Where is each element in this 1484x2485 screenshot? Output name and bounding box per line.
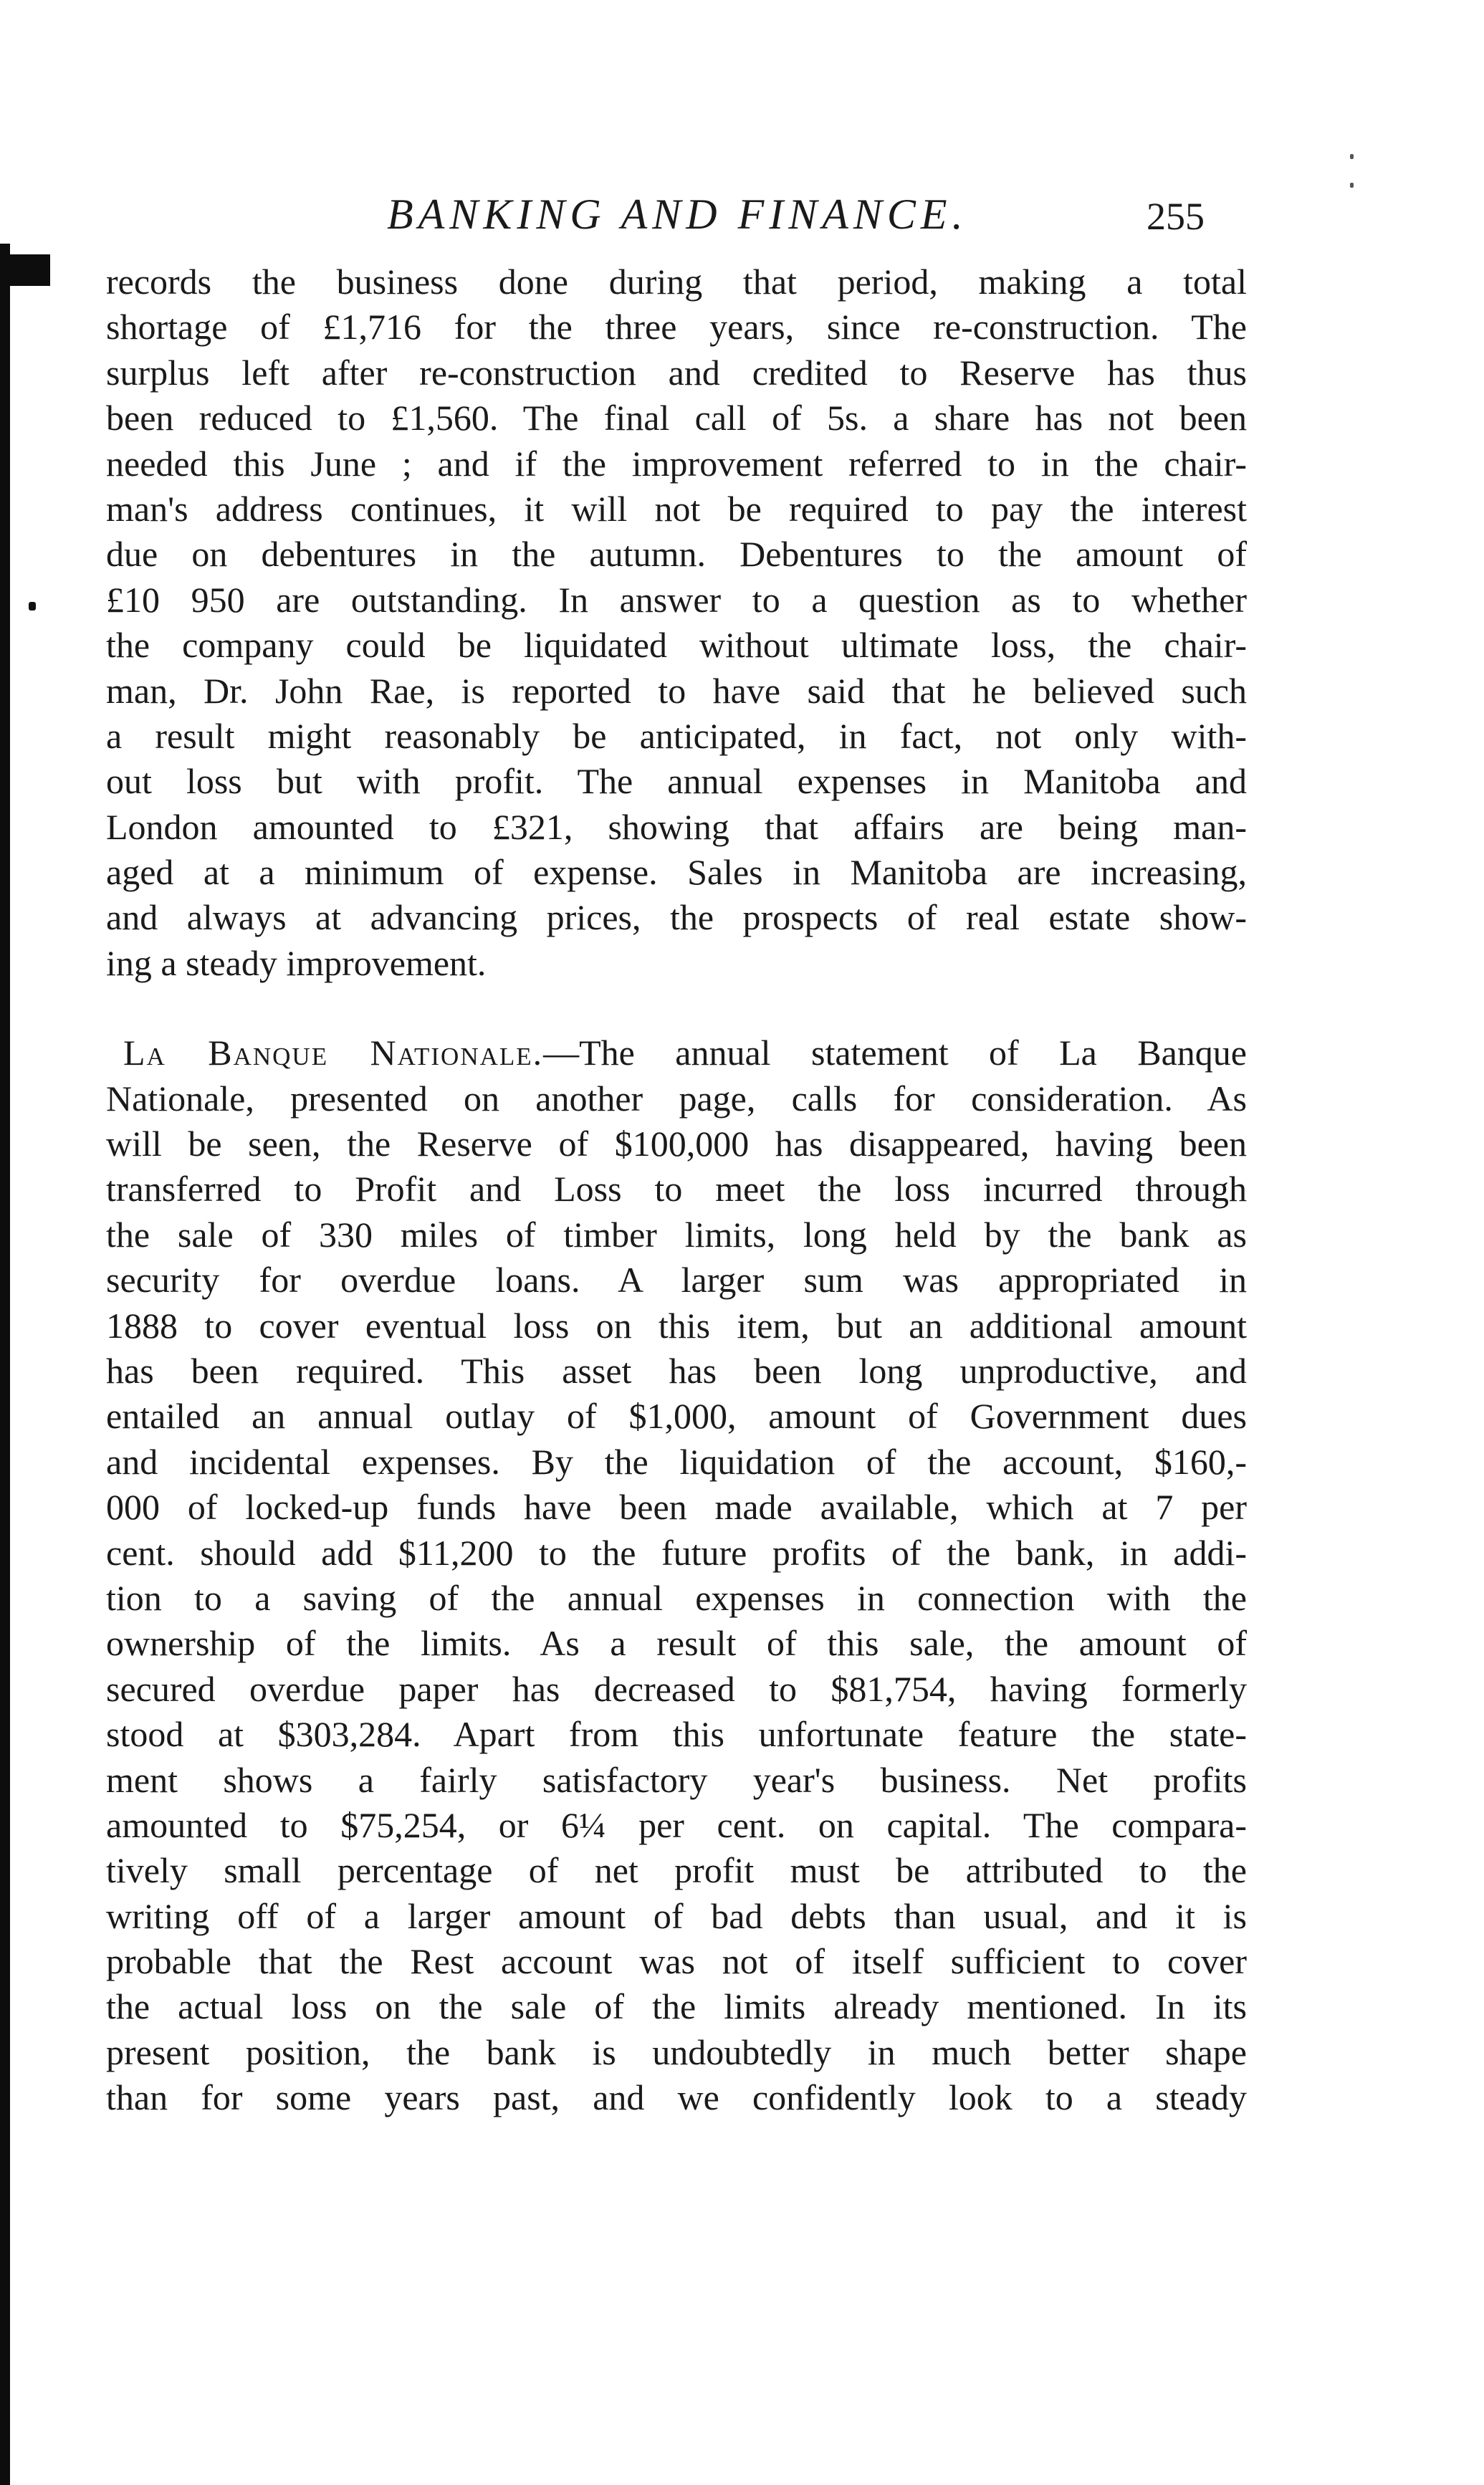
- text-line: ing a steady improvement.: [106, 942, 487, 983]
- text-line: and always at advancing prices, the prospects of real estate show-: [106, 897, 1247, 938]
- text-line: the sale of 330 miles of timber limits, long held by the bank as: [106, 1214, 1247, 1255]
- text-line: been reduced to £1,560. The final call of 5s. a share has not been: [106, 398, 1247, 439]
- text-line: stood at $303,284. Apart from this unfortunate feature the state-: [106, 1714, 1247, 1755]
- text-line: man's address continues, it will not be required to pay the interest: [106, 488, 1247, 529]
- text-line: cent. should add $11,200 to the future profits of the bank, in addi-: [106, 1532, 1247, 1573]
- text-line: shortage of £1,716 for the three years, since re-construction. The: [106, 307, 1247, 348]
- margin-speck: [29, 602, 36, 611]
- paragraph-opening-line: [106, 1030, 1247, 1076]
- binding-edge-shadow: [0, 244, 10, 2485]
- text-line: out loss but with profit. The annual expenses in Manitoba and: [106, 761, 1247, 802]
- text-line: needed this June ; and if the improvement referred to in the chair-: [106, 443, 1247, 484]
- text-line: man, Dr. John Rae, is reported to have said that he believed such: [106, 670, 1247, 711]
- text-line: transferred to Profit and Loss to meet the loss incurred through: [106, 1169, 1247, 1210]
- page-number: 255: [1146, 195, 1205, 238]
- text-line: aged at a minimum of expense. Sales in Manitoba are increasing,: [106, 852, 1247, 893]
- section-heading: La Banque Nationale.: [123, 1033, 544, 1073]
- text-line: will be seen, the Reserve of $100,000 has disappeared, having been: [106, 1124, 1247, 1164]
- text-line: surplus left after re-construction and credited to Reserve has thus: [106, 352, 1247, 393]
- text-line: £10 950 are outstanding. In answer to a question as to whether: [106, 579, 1247, 620]
- running-title: BANKING AND FINANCE.: [387, 191, 968, 238]
- text-line: London amounted to £321, showing that affairs are being man-: [106, 806, 1247, 847]
- text-line: the company could be liquidated without ultimate loss, the chair-: [106, 625, 1247, 666]
- text-line: records the business done during that period, making a total: [106, 262, 1247, 302]
- binding-edge-mark: [0, 254, 50, 286]
- text-line: 000 of locked-up funds have been made available, which at 7 per: [106, 1487, 1247, 1528]
- text-line: due on debentures in the autumn. Debentures to the amount of: [106, 534, 1247, 575]
- paragraph-gap: [106, 986, 1247, 1030]
- paragraph-continued: [106, 259, 1247, 986]
- text-line: 1888 to cover eventual loss on this item, but an additional amount: [106, 1305, 1247, 1346]
- text-line: writing off of a larger amount of bad debts than usual, and it is: [106, 1895, 1247, 1936]
- text-line: the actual loss on the sale of the limits already mentioned. In its: [106, 1986, 1247, 2027]
- text-line: entailed an annual outlay of $1,000, amount of Government dues: [106, 1396, 1247, 1437]
- running-head: [0, 183, 1484, 247]
- text-run: —The annual statement of La Banque: [543, 1033, 1248, 1073]
- paragraph-la-banque-nationale: [106, 1030, 1247, 2120]
- text-line: than for some years past, and we confidently look to a steady: [106, 2077, 1247, 2118]
- text-line: a result might reasonably be anticipated, in fact, not only with-: [106, 715, 1247, 756]
- text-line: and incidental expenses. By the liquidation of the account, $160,-: [106, 1441, 1247, 1482]
- text-line: present position, the bank is undoubtedly in much better shape: [106, 2031, 1247, 2072]
- text-line: ment shows a fairly satisfactory year's business. Net profits: [106, 1759, 1247, 1800]
- text-line: has been required. This asset has been long unproductive, and: [106, 1350, 1247, 1391]
- text-line: tion to a saving of the annual expenses in connection with the: [106, 1577, 1247, 1618]
- article-body: [106, 259, 1247, 2121]
- text-line: tively small percentage of net profit must be attributed to the: [106, 1850, 1247, 1891]
- text-line: amounted to $75,254, or 6¼ per cent. on capital. The compara-: [106, 1804, 1247, 1845]
- text-line: probable that the Rest account was not of itself sufficient to cover: [106, 1941, 1247, 1982]
- text-line: security for overdue loans. A larger sum was appropriated in: [106, 1260, 1247, 1301]
- text-line: ownership of the limits. As a result of this sale, the amount of: [106, 1623, 1247, 1664]
- text-line: secured overdue paper has decreased to $81,754, having formerly: [106, 1668, 1247, 1709]
- text-line: Nationale, presented on another page, calls for consideration. As: [106, 1078, 1247, 1119]
